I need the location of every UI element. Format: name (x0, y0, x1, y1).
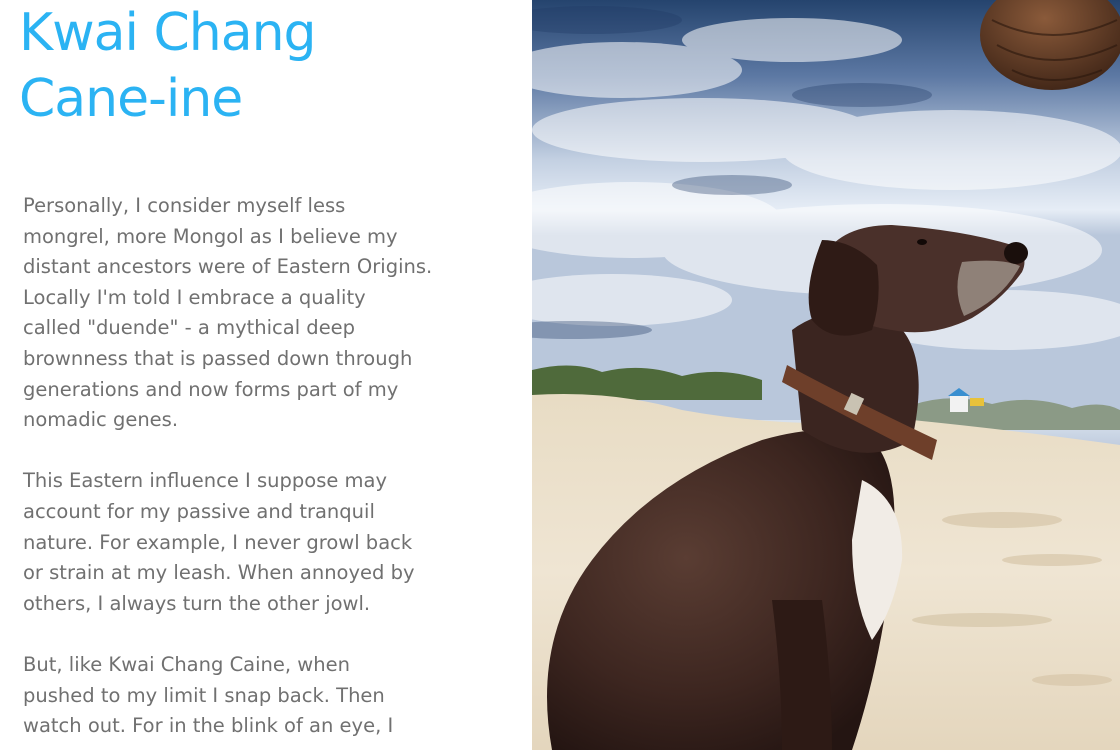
text-line: Personally, I consider myself less (23, 194, 346, 217)
article-body (23, 191, 463, 750)
text-line: distant ancestors were of Eastern Origins. (23, 255, 433, 279)
text-line: mongrel, more Mongol as I believe my (23, 224, 398, 248)
text-line: pushed to my limit I snap back. Then (23, 683, 385, 707)
text-line: brownness that is passed down through (23, 346, 413, 370)
paragraph-2 (23, 466, 463, 619)
page-title (19, 0, 519, 132)
text-line: called "duende" - a mythical deep (23, 316, 356, 340)
title-line-1: Kwai Chang (19, 3, 316, 63)
dog-photo (532, 0, 1120, 750)
text-line: nomadic genes. (23, 408, 179, 432)
text-line: others, I always turn the other jowl. (23, 591, 371, 615)
dog-photo-illustration (532, 0, 1120, 750)
paragraph-1 (23, 191, 463, 436)
text-column (0, 0, 532, 750)
paragraph-3 (23, 650, 463, 742)
text-line: generations and now forms part of my (23, 377, 399, 401)
text-line: watch out. For in the blink of an eye, I (23, 714, 394, 738)
text-line: or strain at my leash. When annoyed by (23, 561, 415, 585)
text-line: Locally I'm told I embrace a quality (23, 285, 366, 309)
text-line: This Eastern influence I suppose may (23, 469, 388, 493)
title-line-2: Cane-ine (19, 69, 243, 129)
text-line: But, like Kwai Chang Caine, when (23, 652, 350, 676)
text-line: account for my passive and tranquil (23, 499, 375, 523)
text-line: nature. For example, I never growl back (23, 530, 413, 554)
